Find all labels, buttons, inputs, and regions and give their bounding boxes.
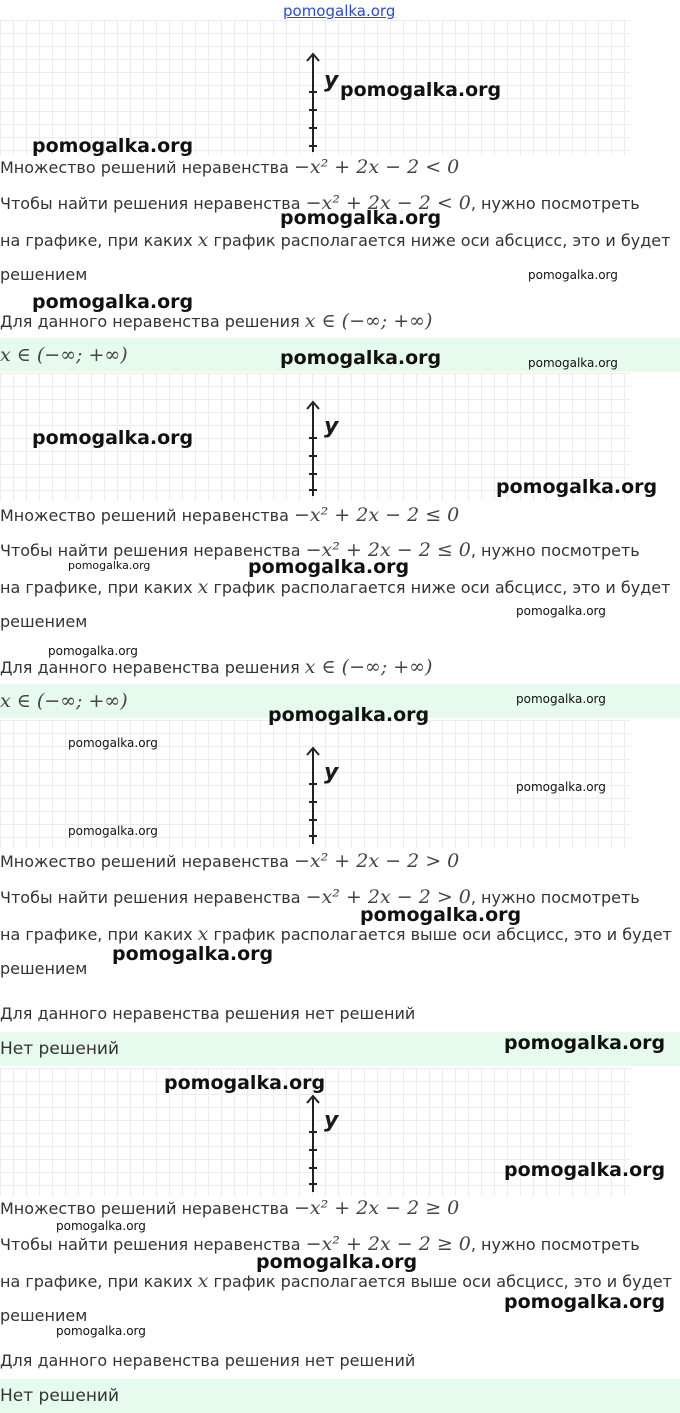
set-line-4 bbox=[0, 1197, 459, 1219]
graph-line-3 bbox=[0, 923, 672, 945]
graph-suffix-2: график располагается ниже оси абсцисс, это и будет bbox=[213, 578, 671, 597]
find-inequality-2: −x² + 2x − 2 ≤ 0 bbox=[305, 539, 471, 561]
find-inequality-4: −x² + 2x − 2 ≥ 0 bbox=[305, 1233, 471, 1255]
watermark-text: pomogalka.org bbox=[32, 135, 194, 157]
answer-1: x ∈ (−∞; +∞) bbox=[0, 344, 128, 366]
watermark-text: pomogalka.org bbox=[32, 427, 194, 449]
watermark-text: pomogalka.org bbox=[280, 207, 442, 229]
answer-3: Нет решений bbox=[0, 1039, 120, 1059]
graph-text-1: на графике, при каких bbox=[0, 231, 193, 250]
y-axis-3 bbox=[306, 746, 320, 846]
watermark-text: pomogalka.org bbox=[248, 556, 410, 578]
y-axis-label-4: y bbox=[324, 1108, 339, 1133]
watermark-text: pomogalka.org bbox=[504, 1291, 666, 1313]
watermark-text: pomogalka.org bbox=[504, 1159, 666, 1181]
answer-2: x ∈ (−∞; +∞) bbox=[0, 690, 128, 712]
set-prefix-1: Множество решений неравенства bbox=[0, 158, 289, 177]
watermark-text: pomogalka.org bbox=[112, 943, 274, 965]
set-prefix-2: Множество решений неравенства bbox=[0, 506, 289, 525]
result-word-1: решением bbox=[0, 265, 88, 284]
watermark-text: pomogalka.org bbox=[280, 347, 442, 369]
graph-line-2 bbox=[0, 576, 670, 598]
find-suffix-4: , нужно посмотреть bbox=[470, 1235, 640, 1254]
result-word-2: решением bbox=[0, 612, 88, 631]
set-prefix-3: Множество решений неравенства bbox=[0, 852, 289, 871]
set-prefix-4: Множество решений неравенства bbox=[0, 1199, 289, 1218]
set-line-1 bbox=[0, 156, 459, 178]
find-prefix-3: Чтобы найти решения неравенства bbox=[0, 888, 301, 907]
solution-line-2 bbox=[0, 656, 432, 678]
watermark-text: pomogalka.org bbox=[56, 1324, 146, 1338]
inequality-1: −x² + 2x − 2 < 0 bbox=[294, 156, 460, 178]
watermark-text: pomogalka.org bbox=[164, 1072, 326, 1094]
find-suffix-2: , нужно посмотреть bbox=[470, 541, 640, 560]
inequality-3: −x² + 2x − 2 > 0 bbox=[294, 850, 460, 872]
inequality-2: −x² + 2x − 2 ≤ 0 bbox=[294, 504, 460, 526]
graph-var-4: x bbox=[197, 1270, 209, 1292]
find-prefix-4: Чтобы найти решения неравенства bbox=[0, 1235, 301, 1254]
graph-suffix-4: график располагается выше оси абсцисс, это и будет bbox=[213, 1272, 672, 1291]
watermark-text: pomogalka.org bbox=[528, 268, 618, 282]
watermark-text: pomogalka.org bbox=[504, 1032, 666, 1054]
y-axis-1 bbox=[306, 52, 320, 154]
answer-box-4 bbox=[0, 1379, 680, 1413]
watermark-text: pomogalka.org bbox=[56, 1219, 146, 1233]
watermark-text: pomogalka.org bbox=[360, 904, 522, 926]
y-axis-label-3: y bbox=[324, 760, 339, 785]
watermark-text: pomogalka.org bbox=[340, 79, 502, 101]
set-line-3 bbox=[0, 850, 459, 872]
graph-text-3: на графике, при каких bbox=[0, 925, 193, 944]
y-axis-label-2: y bbox=[324, 414, 339, 439]
graph-line-4 bbox=[0, 1270, 672, 1292]
solution-line-3: Для данного неравенства решения нет решений bbox=[0, 1004, 416, 1023]
graph-suffix-3: график располагается выше оси абсцисс, это и будет bbox=[213, 925, 672, 944]
watermark-text: pomogalka.org bbox=[268, 704, 430, 726]
graph-var-3: x bbox=[197, 923, 209, 945]
find-line-3 bbox=[0, 886, 640, 908]
graph-text-4: на графике, при каких bbox=[0, 1272, 193, 1291]
watermark-text: pomogalka.org bbox=[496, 476, 658, 498]
watermark-text: pomogalka.org bbox=[32, 291, 194, 313]
answer-4: Нет решений bbox=[0, 1386, 120, 1406]
find-suffix-3: , нужно посмотреть bbox=[470, 888, 640, 907]
inequality-4: −x² + 2x − 2 ≥ 0 bbox=[294, 1197, 460, 1219]
graph-text-2: на графике, при каких bbox=[0, 578, 193, 597]
find-suffix-1: , нужно посмотреть bbox=[470, 194, 640, 213]
watermark-text: pomogalka.org bbox=[68, 736, 158, 750]
solution-prefix-1: Для данного неравенства решения bbox=[0, 312, 300, 331]
watermark-text: pomogalka.org bbox=[68, 824, 158, 838]
solution-value-1: x ∈ (−∞; +∞) bbox=[304, 310, 433, 332]
solution-line-1 bbox=[0, 310, 432, 332]
watermark-text: pomogalka.org bbox=[256, 1251, 418, 1273]
watermark-text: pomogalka.org bbox=[68, 559, 151, 572]
graph-line-1 bbox=[0, 229, 670, 251]
y-axis-4 bbox=[306, 1094, 320, 1194]
watermark-text: pomogalka.org bbox=[516, 780, 606, 794]
y-axis-label-1: y bbox=[324, 68, 339, 93]
graph-var-1: x bbox=[197, 229, 209, 251]
solution-line-4: Для данного неравенства решения нет решений bbox=[0, 1351, 416, 1370]
find-inequality-3: −x² + 2x − 2 > 0 bbox=[305, 886, 471, 908]
result-word-4: решением bbox=[0, 1306, 88, 1325]
find-inequality-1: −x² + 2x − 2 < 0 bbox=[305, 192, 471, 214]
watermark-text: pomogalka.org bbox=[48, 644, 138, 658]
find-prefix-1: Чтобы найти решения неравенства bbox=[0, 194, 301, 213]
find-prefix-2: Чтобы найти решения неравенства bbox=[0, 541, 301, 560]
solution-prefix-2: Для данного неравенства решения bbox=[0, 658, 300, 677]
y-axis-2 bbox=[306, 400, 320, 498]
header-site-link[interactable]: pomogalka.org bbox=[283, 2, 396, 20]
solution-value-2: x ∈ (−∞; +∞) bbox=[304, 656, 433, 678]
watermark-text: pomogalka.org bbox=[528, 356, 618, 370]
graph-var-2: x bbox=[197, 576, 209, 598]
set-line-2 bbox=[0, 504, 459, 526]
watermark-text: pomogalka.org bbox=[516, 604, 606, 618]
result-word-3: решением bbox=[0, 959, 88, 978]
graph-suffix-1: график располагается ниже оси абсцисс, это и будет bbox=[213, 231, 671, 250]
watermark-text: pomogalka.org bbox=[516, 692, 606, 706]
